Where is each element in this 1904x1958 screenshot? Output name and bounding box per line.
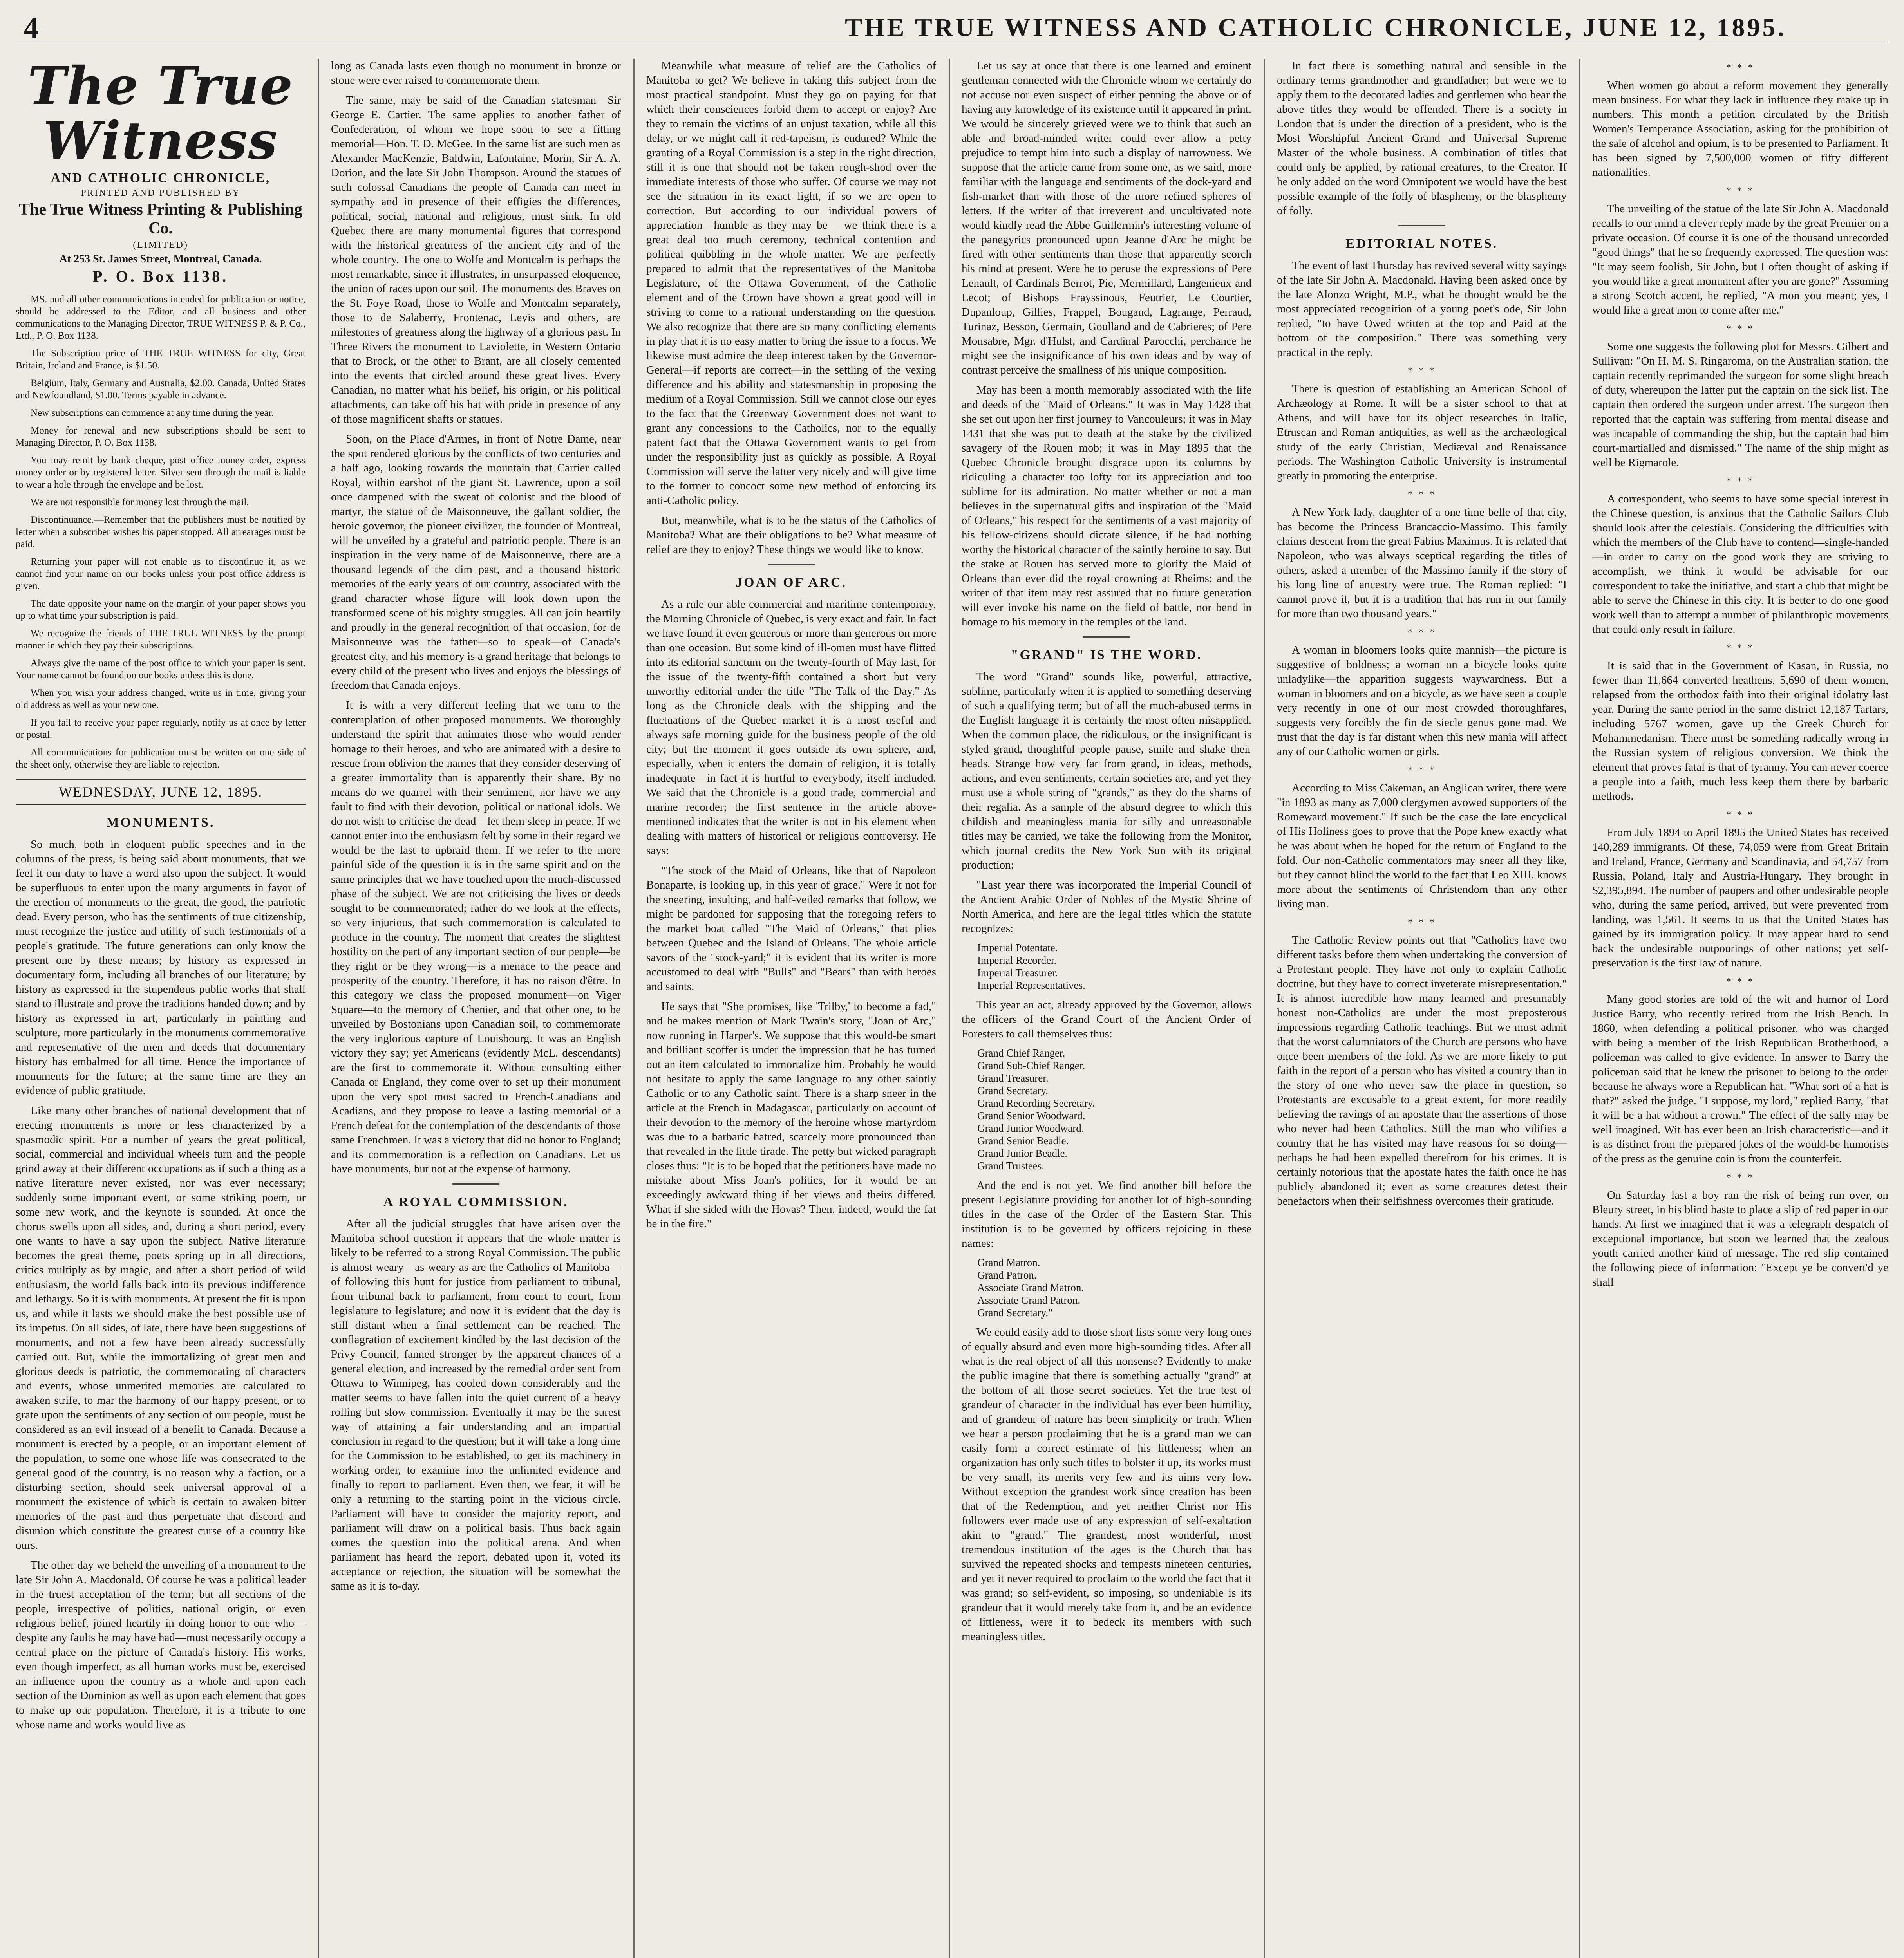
column-4 bbox=[962, 59, 1251, 1958]
article-heading-monuments: MONUMENTS. bbox=[106, 815, 215, 830]
section-divider bbox=[1398, 225, 1445, 226]
editorial-note: There is question of establishing an American School of Archæology at Rome. It will be a sister school to that at Athens, and will have for its object researches in Italic, Etruscan and Roman antiquities, as well as the archæological study of the early Christian, Mediæval and Renaissance periods. The Washington Catholic University is instrumental greatly in promoting the enterprise. bbox=[1277, 383, 1567, 482]
asterism-divider: * * * bbox=[1408, 365, 1436, 377]
article-paragraph: And the end is not yet. We find another bill before the present Legislature providing for another lot of high-sounding titles in the case of the Order of the Eastern Star. This institution is to be governed by officers rejoicing in these names: bbox=[962, 1179, 1251, 1250]
article-paragraph: Meanwhile what measure of relief are the Catholics of Manitoba to get? We believe in taking this subject from the most practical standpoint. Must they go on paying for that which their consciences forbid them to accept or enjoy? Are they to remain the victims of an unjust taxation, while all this delay, or we might call it red-tapeism, is endured? While the granting of a Royal Commission is a step in the right direction, still it is one that should not be taken rough-shod over the immediate interests of those who suffer. Of course we may not see the situation in its exact light, if so we are open to correction. But according to our individual powers of appreciation—humble as they may be —we think there is a great deal too much ceremony, technical contention and political quibbling in the whole matter. We are perfectly prepared to admit that the representatives of the Manitoba Legislature, of the Ottawa Government, of the Catholic element and of the Crown have shown a great good will in striving to come to a rational understanding on the question. We also recognize that there are so many conflicting elements in play that it is no easy matter to bring the issue to a focus. We likewise must admire the deep interest taken by the Governor-General—if reports are correct—in the settling of the vexing difference and his ability and statesmanship in proposing the medium of a Royal Commission. Still we cannot close our eyes to the fact that the Greenway Government does not want to grant any concessions to the Catholics, nor to the equally patent fact that the Ottawa Government wants to get from under the responsibility just as quickly as possible. A Royal Commission will serve the latter very nicely and will give time to the former to concoct some new method of enforcing its anti-Catholic policy. bbox=[646, 60, 936, 507]
masthead-subtitle: AND CATHOLIC CHRONICLE, bbox=[51, 171, 271, 185]
editorial-note: The event of last Thursday has revived several witty sayings of the late Sir John A. Macdonald. Having been asked once by the late Alonzo Wright, M.P., what he thought would be the most appreciated recognition of a young poet's ode, Sir John replied, "to have Owed written at the top and Paid at the bottom of the composition." There was something very practical in the reply. bbox=[1277, 259, 1567, 359]
list-item: Grand Patron. bbox=[977, 1269, 1037, 1281]
column-3 bbox=[646, 59, 936, 1958]
editorial-note: A woman in bloomers looks quite mannish—the picture is suggestive of boldness; a woman on a bicycle looks quite unladylike—the apparition suggests waywardness. But a woman in bloomers and on a bicycle, as we have seen a couple very recently in one of our most crowded thoroughfares, suggests very forcibly the fin de siecle genus gone mad. We trust that the day is far distant when this new mania will affect any of our Catholic women or girls. bbox=[1277, 644, 1567, 758]
list-item: Grand Matron. bbox=[977, 1257, 1040, 1268]
section-divider bbox=[768, 564, 815, 565]
asterism-divider: * * * bbox=[1726, 642, 1754, 654]
masthead-po-box: P. O. Box 1138. bbox=[92, 267, 229, 285]
list-item: Grand Junior Beadle. bbox=[977, 1147, 1068, 1159]
asterism-divider: * * * bbox=[1726, 62, 1754, 73]
column-rule bbox=[1264, 59, 1265, 1958]
list-item: Imperial Potentate. bbox=[977, 942, 1058, 954]
masthead-address: At 253 St. James Street, Montreal, Canada. bbox=[59, 253, 262, 265]
column-rule bbox=[949, 59, 950, 1958]
editorial-note: On Saturday last a boy ran the risk of being run over, on Bleury street, in his blind haste to place a slip of red paper in our hands. At first we imagined that it was a telegraph despatch of exceptional importance, but soon we learned that the zealous youth carried another kind of message. The red slip contained the following piece of information: "Except ye be convert'd ye shall bbox=[1592, 1189, 1888, 1288]
list-item: Grand Treasurer. bbox=[977, 1072, 1049, 1084]
list-item: Grand Recording Secretary. bbox=[977, 1097, 1095, 1109]
asterism-divider: * * * bbox=[1408, 917, 1436, 928]
article-paragraph: In fact there is something natural and sensible in the ordinary terms grandmother and grandfather; but were we to apply them to the decorated ladies and gentlemen who bear the above titles they would be offended. There is a society in London that is under the direction of a president, who is the Most Worshipful Ancient Grand and Universal Supreme Master of the whole business. A combination of titles that could only be applied, by rational creatures, to the Creator. If he only added on the word Omnipotent we would have the best possible example of the folly of blasphemy, or the blasphemy of folly. bbox=[1277, 60, 1567, 217]
list-item: Grand Secretary. bbox=[977, 1085, 1049, 1096]
list-item: Imperial Representatives. bbox=[977, 979, 1085, 991]
article-heading-joan-of-arc: JOAN OF ARC. bbox=[736, 575, 847, 590]
notice: Discontinuance.—Remember that the publishers must be notified by letter when a subscriber wishes his paper stopped. All arrearages must be paid. bbox=[16, 515, 306, 549]
list-item: Grand Chief Ranger. bbox=[977, 1047, 1065, 1059]
notice: MS. and all other communications intended for publication or notice, should be addressed to the Editor, and all business and other communications to the Managing Director, TRUE WITNESS P. & P. Co., Ltd., P. O. Box 1138. bbox=[16, 294, 306, 341]
title-list bbox=[977, 1256, 1251, 1319]
article-paragraph: The word "Grand" sounds like, powerful, attractive, sublime, particularly when it is applied to something deserving of such a qualifying term; but of all the much-abused terms in the English language it is certainly the most often misapplied. When the common place, the ridiculous, or the insignificant is styled grand, thoughtful people pause, smile and shake their heads. Strange how very far from grand, in ideas, methods, actions, and even sentiments, certain societies are, and yet they must use a whole string of "grands," as they do the shams of their regalia. As a sample of the absurd degree to which this childish and meaningless mania for silly and unreasonable titles may be carried, we take the following from the Monitor, which journal credits the New York Sun with its original production: bbox=[962, 670, 1251, 871]
article-paragraph: This year an act, already approved by the Governor, allows the officers of the Grand Court of the Ancient Order of Foresters to call themselves thus: bbox=[962, 999, 1251, 1040]
notice: When you wish your address changed, write us in time, giving your old address as well as your new one. bbox=[16, 688, 306, 710]
article-paragraph: The other day we beheld the unveiling of a monument to the late Sir John A. Macdonald. Of course he was a political leader in the truest acceptation of the term; but all sections of the people, irrespective of politics, national origin, or even religious belief, joined heartily in doing honor to one who—despite any faults he may have had—must necessarily occupy a central place on the picture of Canada's history. His works, even though imperfect, as all human works must be, exercised an influence upon the country as a whole and upon each section of the Dominion as well as upon each element that goes to make up our population. Therefore, it is a tribute to one whose name and works would live as bbox=[16, 1559, 306, 1731]
asterism-divider: * * * bbox=[1408, 489, 1436, 500]
editorial-note: According to Miss Cakeman, an Anglican writer, there were "in 1893 as many as 7,000 clergymen avowed supporters of the Romeward movement." If such be the case the late encyclical of His Holiness goes to prove that the Pope knew exactly what he was about when he hoped for the return of England to the fold. Our non-Catholic commentators may sneer all they like, but they cannot blind the world to the fact that Leo XIII. knows more about the sentiments of Christendom than any other living man. bbox=[1277, 782, 1567, 910]
list-item: Grand Senior Beadle. bbox=[977, 1135, 1069, 1147]
list-item: Grand Secretary." bbox=[977, 1307, 1053, 1319]
editorial-note: The Catholic Review points out that "Catholics have two different tasks before them when undertaking the conversion of a Protestant people. They have not only to explain Catholic doctrine, but they have to correct inveterate misrepresentation." It is almost incredible how many learned and presumably honest non-Catholics are under the most preposterous impressions regarding Catholic teachings. But we must admit that the worst calumniators of the Church are persons who have once been members of the fold. As we are more likely to put faith in the report of a person who has visited a country than in the story of one who never saw the place in question, so Protestants are excusable to a great extent, for more readily believing the ravings of an apostate than the assertions of those who never had been Catholics. Still the man who vilifies a country that he has visited may have reasons for so doing—perhaps he had been expelled therefrom for his crimes. It is certainly notorious that the apostate hates the faith once he has publicly abandoned it; even as some creatures detest their benefactors when their selfishness overcomes their gratitude. bbox=[1277, 934, 1567, 1207]
list-item: Imperial Recorder. bbox=[977, 954, 1057, 966]
list-item: Grand Sub-Chief Ranger. bbox=[977, 1060, 1085, 1071]
list-item: Associate Grand Patron. bbox=[977, 1294, 1081, 1306]
column-rule bbox=[633, 59, 635, 1958]
title-list bbox=[977, 1047, 1251, 1172]
article-paragraph: He says that "She promises, like 'Trilby,' to become a fad," and he makes mention of Mark Twain's story, "Joan of Arc," now running in Harper's. We suppose that this would-be smart and brilliant scoffer is under the impression that he has turned out an item calculated to immortalize him. Probably he would not hesitate to apply the same language to any other saintly Catholic or to any Catholic saint. There is a sharp sneer in the article at the French in Madagascar, particularly on account of their devotion to the memory of the heroine whose martyrdom was due to a barbaric hatred, scarcely more pronounced than that revealed in the little tirade. The petty but wicked paragraph closes thus: "It is to be hoped that the petitioners have made no mistake about Miss Joan's politics, for it would be an exceedingly awkward thing if her views and theirs differed. What if she sided with the Hovas? Then, indeed, would the fat be in the fire." bbox=[646, 1000, 936, 1230]
article-heading-editorial-notes: EDITORIAL NOTES. bbox=[1345, 237, 1498, 251]
subscription-notices bbox=[16, 293, 306, 771]
notice: Returning your paper will not enable us to discontinue it, as we cannot find your name on our books unless your post office address is given. bbox=[16, 556, 306, 591]
article-paragraph: long as Canada lasts even though no monument in bronze or stone were ever raised to commemorate them. bbox=[331, 60, 621, 87]
editorial-note: From July 1894 to April 1895 the United States has received 140,289 immigrants. Of these, 74,059 were from Great Britain and Ireland, France, Germany and Scandinavia, and 54,757 from Russia, Poland, Italy and Austria-Hungary. They brought in $2,395,894. The number of paupers and other undesirable people who, during the same period, arrived, but were prevented from landing, was 1,561. It seems to us that the United States has gained by its immigration policy. It may appear hard to send back the undesirable outpourings of other nations; yet self-preservation is the first law of nature. bbox=[1592, 826, 1888, 969]
article-paragraph: Soon, on the Place d'Armes, in front of Notre Dame, near the spot rendered glorious by the conflicts of two centuries and a half ago, looking towards the mountain that Cartier called Royal, within earshot of the giant St. Lawrence, upon a soil once dampened with the sweat of colonist and the blood of martyr, the statue of de Maisonneuve, the gallant soldier, the heroic governor, the pioneer civilizer, the founder of Montreal, will be unveiled by a grateful and patriotic people. There is an inspiration in the very name of de Maisonneuve, there are a thousand legends of the dim past, and a thousand historic memories of the early years of our country, associated with the grand character whose figure will look down upon the transformed scene of his mighty struggles. All can join heartily and proudly in the general recognition of that occasion, for de Maisonneuve was the father—so to speak—of Canada's greatest city, and his memory is a grand heritage that belongs to every child of the present who lives and enjoys the blessings of freedom that Canada enjoys. bbox=[331, 433, 621, 692]
notice: We recognize the friends of THE TRUE WITNESS by the prompt manner in which they pay their subscriptions. bbox=[16, 628, 306, 651]
editorial-note: A New York lady, daughter of a one time belle of that city, has become the Princess Brancaccio-Massimo. This family claims descent from the great Fabius Maximus. It is related that Napoleon, who was always sceptical regarding the titles of others, asked a member of the Massimo family if the story of his long line of ancestry were true. The Roman replied: "I cannot prove it, but it is a tradition that has run in our family for more than two thousand years." bbox=[1277, 506, 1567, 620]
section-divider bbox=[1083, 636, 1130, 638]
article-paragraph: We could easily add to those short lists some very long ones of equally absurd and even more high-sounding titles. After all what is the real object of all this nonsense? Evidently to make the public imagine that there is something actually "grand" at the bottom of all those secret societies. Yet the true test of grandeur of character in the individual has ever been humility, and of grandeur of nature has been simplicity or truth. When we hear a person proclaiming that he is a grand man we can easily form a correct estimate of his littleness; when an organization has only such titles to bolster it up, its works must be very small, its merits very few and its aims very low. Without exception the grandest work since creation has been that of the Redemption, and yet neither Christ nor His followers ever made use of any expression of self-exaltation akin to "grand." The grandest, most wonderful, most tremendous institution of the ages is the Church that has survived the repeated shocks and tempests nineteen centuries, and yet it never required to proclaim to the world the fact that it was grand; so self-evident, so imposing, so undeniable is its grandeur that it would merely take from it, and be an evidence of littleness, were it to bedeck its members with such meaningless titles. bbox=[962, 1326, 1251, 1643]
list-item: Associate Grand Matron. bbox=[977, 1282, 1084, 1293]
notice: We are not responsible for money lost through the mail. bbox=[31, 497, 249, 508]
article-heading-grand: "GRAND" IS THE WORD. bbox=[1011, 648, 1202, 662]
asterism-divider: * * * bbox=[1726, 976, 1754, 987]
notice: You may remit by bank cheque, post office money order, express money order or by registered letter. Silver sent through the mail is liable to wear a hole through the envelope and be lost. bbox=[16, 455, 306, 490]
column-rule bbox=[318, 59, 319, 1958]
notice: Money for renewal and new subscriptions should be sent to Managing Director, P. O. Box 1138. bbox=[16, 425, 306, 448]
editorial-note: The unveiling of the statue of the late Sir John A. Macdonald recalls to our mind a clever reply made by the great Premier on a private occasion. Of course it is one of the thousand unrecorded "good things" that he so frequently expressed. The question was: "It may seem foolish, Sir John, but I often thought of asking if you would like a great monument after you are gone?" Assuming a strong Scotch accent, he replied, "A mon you meant; yes, I would like a great mon to come after me." bbox=[1592, 202, 1888, 316]
running-head: THE TRUE WITNESS AND CATHOLIC CHRONICLE, JUNE 12, 1895. bbox=[845, 13, 1786, 42]
notice: If you fail to receive your paper regularly, notify us at once by letter or postal. bbox=[16, 717, 306, 740]
article-paragraph: After all the judicial struggles that have arisen over the Manitoba school question it appears that the whole matter is likely to be referred to a strong Royal Commission. The public is almost weary—as weary as are the Catholics of Manitoba—of following this hunt for justice from parliament to tribunal, from tribunal back to parliament, from court to court, from legislature to legislature; and now it is evident that the day is still distant when a final settlement can be reached. The conflagration of excitement kindled by the last decision of the Privy Council, fanned stronger by the apparent chances of a general election, and increased by the remedial order sent from Ottawa to Winnipeg, has cooled down considerably and the matter seems to have fallen into the quiet current of a heavy rolling but slow commission. Eventually it may be the surest way of attaining a fair understanding and an impartial conclusion in regard to the question; but it will take a long time for the Commission to be established, to get its machinery in working order, to examine into the unlimited evidence and finally to report to parliament. Even then, we fear, it will be only a returning to the starting point in the vicious circle. Parliament will have to consider the majority report, and parliament will draw on a political basis. Thus back again comes the question into the political arena. And when parliament has heard the report, debated upon it, voted its acceptance or rejection, the situation will be somewhat the same as it is to-day. bbox=[331, 1217, 621, 1592]
column-rule bbox=[1579, 59, 1580, 1958]
masthead-publisher: The True Witness Printing & Publishing Co. bbox=[19, 200, 302, 237]
list-item: Imperial Treasurer. bbox=[977, 967, 1058, 979]
masthead-title: The True Witness bbox=[27, 59, 294, 171]
editorial-note: It is said that in the Government of Kasan, in Russia, no fewer than 11,664 converted heathens, 5,690 of them women, relapsed from the orthodox faith into their original idolatry last year. During the same period in the same district 12,187 Tartars, including 5767 women, gave up the Greek Church for Mohammedanism. There must be something radically wrong in the Russian system of religious conversion. We think the element that proves fatal is that of tyranny. You can never coerce a people into a faith, much less keep them there by barbaric methods. bbox=[1592, 659, 1888, 802]
column-2 bbox=[331, 59, 621, 1958]
notice: The date opposite your name on the margin of your paper shows you up to what time your subscription is paid. bbox=[16, 598, 306, 621]
list-item: Grand Junior Woodward. bbox=[977, 1122, 1084, 1134]
column-1 bbox=[16, 59, 306, 1958]
asterism-divider: * * * bbox=[1408, 627, 1436, 638]
article-paragraph: So much, both in eloquent public speeches and in the columns of the press, is being said about monuments, that we feel it our duty to have a word also upon the subject. It would be superfluous to enter upon the many arguments in favor of the erection of monuments to the great, the good, the patriotic dead. Every person, who has the sentiments of true citizenship, must recognize the justice and utility of such testimonials of a people's gratitude. The future generations can only know the present one by these means; by history as expressed in documentary form, including all branches of our literature; by history as expressed in the stupendous public works that shall stand to illustrate and prove the traditions handed down; and by history as expressed in art, particularly in painting and sculpture, more particularly in the monuments commemorative and representative of the men and deeds that documentary history has embalmed for all time. Hence the importance of monuments for the future; at the same time are they an evidence of public gratitude. bbox=[16, 838, 306, 1097]
asterism-divider: * * * bbox=[1726, 809, 1754, 820]
article-paragraph: May has been a month memorably associated with the life and deeds of the "Maid of Orleans." It was in May 1428 that she set out upon her first journey to Vancouleurs; it was in May 1431 that she was put to death at the stake by the civilized savagery of the Rouen mob; it was in May 1895 that the Quebec Chronicle brought disgrace upon its columns by ridiculing a character too lofty for its appreciation and too sublime for its admiration. No matter whether or not a man believes in the supernatural gifts and inspiration of the "Maid of Orleans," his respect for the sentiments of a vast majority of his fellow-citizens should dictate silence, if he had nothing worthy the historical character of the saintly heroine to say. But the stake at Rouen has served more to glorify the Maid of Orleans than ever did the royal crowning at Rheims; and the writer of that item may rest assured that no future generation will ever invoke his name on the field of battle, nor bend in homage to his memory in the temples of the land. bbox=[962, 384, 1251, 628]
article-paragraph: As a rule our able commercial and maritime contemporary, the Morning Chronicle of Quebec, is very exact and fair. In fact we have found it even generous or more than generous on more than one occasion. But some kind of ill-omen must have flitted into its editorial sanctum on the twenty-fourth of May last, for the issue of the twenty-fifth contained a short but very unworthy editorial under the title "The Talk of the Day." As long as the Chronicle deals with the shipping and the fluctuations of the Quebec market it is a most useful and always safe morning guide for the business people of the old city; but the moment it goes outside its own sphere, and, especially, when it enters the domain of religion, it is totally inadequate—in fact it is hurtful to everybody, itself included. We said that the Chronicle is a good trade, commercial and marine recorder; the first sentence in the article above-mentioned indicates that the writer is not in his element when dealing with matters of historical or religious controversy. He says: bbox=[646, 598, 936, 857]
column-5 bbox=[1277, 59, 1567, 1958]
editorial-note: Many good stories are told of the wit and humor of Lord Justice Barry, who recently retired from the Irish Bench. In 1860, when defending a political prisoner, who was charged with being a member of the Irish Republican Brotherhood, a policeman was called to give evidence. In answer to Barry the policeman said that he knew the prisoner to belong to the order because he always wore a Republican hat. "What sort of a hat is that?" asked the judge. "I suppose, my lord," replied Barry, "that it will be a hat without a crown." The effect of the sally may be well imagined. Wit has ever been an Irish characteristic—and it is as distinct from the prepared jokes of the would-be humorists of the press as the genuine coin is from the counterfeit. bbox=[1592, 993, 1888, 1165]
article-paragraph: The same, may be said of the Canadian statesman—Sir George E. Cartier. The same applies to another father of Confederation, of whom we hope soon to see a fitting memorial—Hon. T. D. McGee. In the same list are such men as Alexander MacKenzie, Baldwin, Lafontaine, Morin, Sir A. A. Dorion, and the late Sir John Thompson. Around the statues of such colossal Canadians the people of Canada can meet in sympathy and in presence of their effigies the differences, political, social, national and religious, must sink. In old Quebec there are many monumental figures that correspond with the historical greatness of the ancient city and of the whole country. The one to Wolfe and Montcalm is perhaps the most remarkable, since it illustrates, in unsurpassed eloquence, the union of races upon our soil. The monuments des Braves on the St. Foye Road, those to Wolfe and Montcalm separately, those to de Salaberry, Frontenac, Levis and others, are milestones of greatness along the highway of a glorious past. In Three Rivers the monument to Laviolette, in Western Ontario that to Brock, or the other to Brant, are all closely cemented into the events that circled around these great lives. Every Canadian, no matter what his belief, his origin, or his political attachments, can take off his hat with pride in presence of any of those magnificent shafts or statues. bbox=[331, 94, 621, 425]
article-paragraph: Like many other branches of national development that of erecting monuments is more or less characterized by a spasmodic spirit. For a number of years the great political, social, commercial and individual wheels turn and the people grind away at their different occupations as if such a thing as a native literature never existed, nor was ever necessary; suddenly some important event, or some striking poem, or some new work, and the keynote is sounded. At once the chorus swells upon all sides, and, during a short period, every one wants to have a say upon the subject. Native literature becomes the great theme, poets spring up in all directions, critics multiply as by magic, and after a short period of wild enthusiasm, the world falls back into its previous indifference and lethargy. So it is with monuments. At present the fit is upon us, and while it lasts we should make the best possible use of its impetus. On all sides, of late, there have been suggestions of monuments, and not a few have been already successfully carried out. But, while the immortalizing of great men and glorious deeds is patriotic, the commemorating of characters and events, whose unmerited memories are calculated to awaken strife, to mar the harmony of our happy present, or to grate upon the sentiments of any section of our people, must be considered as an evil instead of a benefit to Canada. Because a monument is erected by a people, or an important element of the population, to some one whose life was consecrated to the general good of the country, is no reason why a faction, or a disturbing section, should seek universal approval of a monument the existence of which is certain to awaken bitter memories of the past and thus perpetuate that discord and disunion which constitute the greatest curse of a country like ours. bbox=[16, 1104, 306, 1552]
masthead-printed: PRINTED AND PUBLISHED BY bbox=[81, 188, 240, 198]
page-number: 4 bbox=[24, 11, 39, 45]
section-divider bbox=[452, 1183, 499, 1185]
column-6 bbox=[1592, 59, 1888, 1958]
editorial-note: Some one suggests the following plot for Messrs. Gilbert and Sullivan: "On H. M. S. Ringaroma, on the Australian station, the captain recently reprimanded the surgeon for some slight breach of duty, whereupon the latter put the captain on the sick list. The captain then ordered the surgeon under arrest. The surgeon then reported that the captain was suffering from mental disease and was incapable of commanding the ship, but the captain had him court-martialled and dismissed." The name of the ship might as well be Rigmarole. bbox=[1592, 340, 1888, 469]
notice: Always give the name of the post office to which your paper is sent. Your name cannot be found on our books unless this is done. bbox=[16, 658, 306, 681]
list-item: Grand Trustees. bbox=[977, 1160, 1045, 1172]
asterism-divider: * * * bbox=[1726, 323, 1754, 334]
article-heading-royal-commission: A ROYAL COMMISSION. bbox=[383, 1195, 569, 1209]
article-paragraph: Let us say at once that there is one learned and eminent gentleman connected with the Chronicle whom we certainly do not accuse nor even suspect of either penning the above or of having any knowledge of its existence until it appeared in print. We would be sincerely grieved were we to think that such an able and broad-minded writer could ever allow a petty prejudice to tempt him into such a display of narrowness. We suppose that the article came from some one, as we said, more familiar with the language and sentiments of the dock-yard and fish-market than with those of the more refined spheres of letters. If the writer of that irreverent and uncultivated note would kindly read the Abbe Guillermin's interesting volume of the panegyrics pronounced upon Jeanne d'Arc he might be fired with other sentiments than those that apparently scorch his mind at present. Were he to peruse the expressions of Pere Lenault, of Cardinals Berrot, Pie, Mermillard, Langenieux and Lecot; of Bishops Frayssinous, Feutrier, Le Courtier, Dupanloup, Gillies, Frappel, Bougaud, Lagrange, Perraud, Turinaz, Besson, Germain, Goulland and de Cabrieres; of Pere Monsabre, Mgr. d'Hulst, and Cardinal Parocchi, perchance he might see the insignificance of his own ideas and by way of contrast perceive the smallness of his unique composition. bbox=[962, 60, 1251, 376]
article-paragraph: It is with a very different feeling that we turn to the contemplation of other proposed monuments. We thoroughly understand the spirit that animates those who would render homage to their heroes, and who are animated with a desire to rescue from oblivion the names that they consider deserving of a greater immortality than is apparently their share. By no means do we quarrel with their sentiment, nor have we any fault to find with their devotion, political or national idols. We do not wish to criticise the dead—let them sleep in peace. If we cannot enter into the enthusiasm felt by some in their regard we would be the last to upbraid them. If we refer to the more painful side of the question it is in the same spirit and on the same principles that we have touched upon the much-discussed phase of the subject. We are not criticising the lives or deeds sought to be commemorated; rather do we look at the effects, so very injurious, that such commemoration is calculated to produce in the country. The moment that creates the slightest hostility on the part of any important section of our people—be they right or be they wrong—is a menace to the peace and prosperity of the country. Therefore, it has no raison d'être. In this category we class the proposed monument—on Viger Square—to the memory of Chenier, and that other one, to be unveiled by Bostonians upon Canadian soil, to commemorate the very inglorious capture of Louisbourg. It was an English victory they say; yet Americans (evidently McL. descendants) are the first to commemorate it. Without consulting either Canada or England, they come over to set up their monument upon the very spot most sacred to French-Canadians and Acadians, and they propose to leave a lasting memorial of a French defeat for the contemplation of the descendants of those same Frenchmen. It was a victory that did no honor to England; and its commemoration is a reflection on Canadians. Let us have monuments, but not at the expense of harmony. bbox=[331, 699, 621, 1175]
masthead bbox=[16, 59, 306, 285]
article-paragraph: But, meanwhile, what is to be the status of the Catholics of Manitoba? What are their obligations to be? What measure of relief are they to enjoy? These things we would like to know. bbox=[646, 514, 936, 556]
article-paragraph: "The stock of the Maid of Orleans, like that of Napoleon Bonaparte, is looking up, in this year of grace." Were it not for the sneering, insulting, and half-veiled remarks that follow, we might be pardoned for supposing that the foregoing refers to the market boat called "The Maid of Orleans," that plies between Quebec and the Island of Orleans. The whole article savors of the "stock-yard;" it is evident that its writer is more accustomed to deal with "Bulls" and "Bears" than with heroes and saints. bbox=[646, 864, 936, 993]
masthead-limited: (LIMITED) bbox=[133, 240, 188, 250]
asterism-divider: * * * bbox=[1408, 764, 1436, 776]
asterism-divider: * * * bbox=[1726, 185, 1754, 197]
notice: New subscriptions can commence at any time during the year. bbox=[31, 408, 274, 418]
notice: All communications for publication must be written on one side of the sheet only, otherwise they are liable to rejection. bbox=[16, 747, 306, 770]
title-list bbox=[977, 941, 1251, 992]
notice: The Subscription price of THE TRUE WITNESS for city, Great Britain, Ireland and France, is $1.50. bbox=[16, 348, 306, 371]
article-paragraph: "Last year there was incorporated the Imperial Council of the Ancient Arabic Order of Nobles of the Mystic Shrine of North America, and here are the legal titles which the statute recognizes: bbox=[962, 879, 1251, 935]
notice: Belgium, Italy, Germany and Australia, $2.00. Canada, United States and Newfoundland, $1.00. Terms payable in advance. bbox=[16, 378, 306, 401]
page-header bbox=[16, 11, 1888, 45]
asterism-divider: * * * bbox=[1726, 475, 1754, 487]
editorial-note: When women go about a reform movement they generally mean business. For what they lack in influence they make up in numbers. This month a petition circulated by the British Women's Temperance Association, asking for the prohibition of the sale of alcohol and opium, is to be presented to Parliament. It has been signed by 7,500,000 women of fifty different nationalities. bbox=[1592, 79, 1888, 179]
dateline: WEDNESDAY, JUNE 12, 1895. bbox=[16, 779, 306, 805]
editorial-note: A correspondent, who seems to have some special interest in the Chinese question, is anxious that the Catholic Sailors Club should look after the celestials. Considering the difficulties with which the members of the Club have to contend—single-handed—in order to carry on the good work they are striving to accomplish, we think it would be advisable for our correspondent to take the initiative, and start a club that might be able to serve the Chinese in this city. It is better to do one good work well than to attempt a number of philanthropic movements that could only result in failure. bbox=[1592, 493, 1888, 636]
asterism-divider: * * * bbox=[1726, 1172, 1754, 1183]
list-item: Grand Senior Woodward. bbox=[977, 1110, 1085, 1122]
